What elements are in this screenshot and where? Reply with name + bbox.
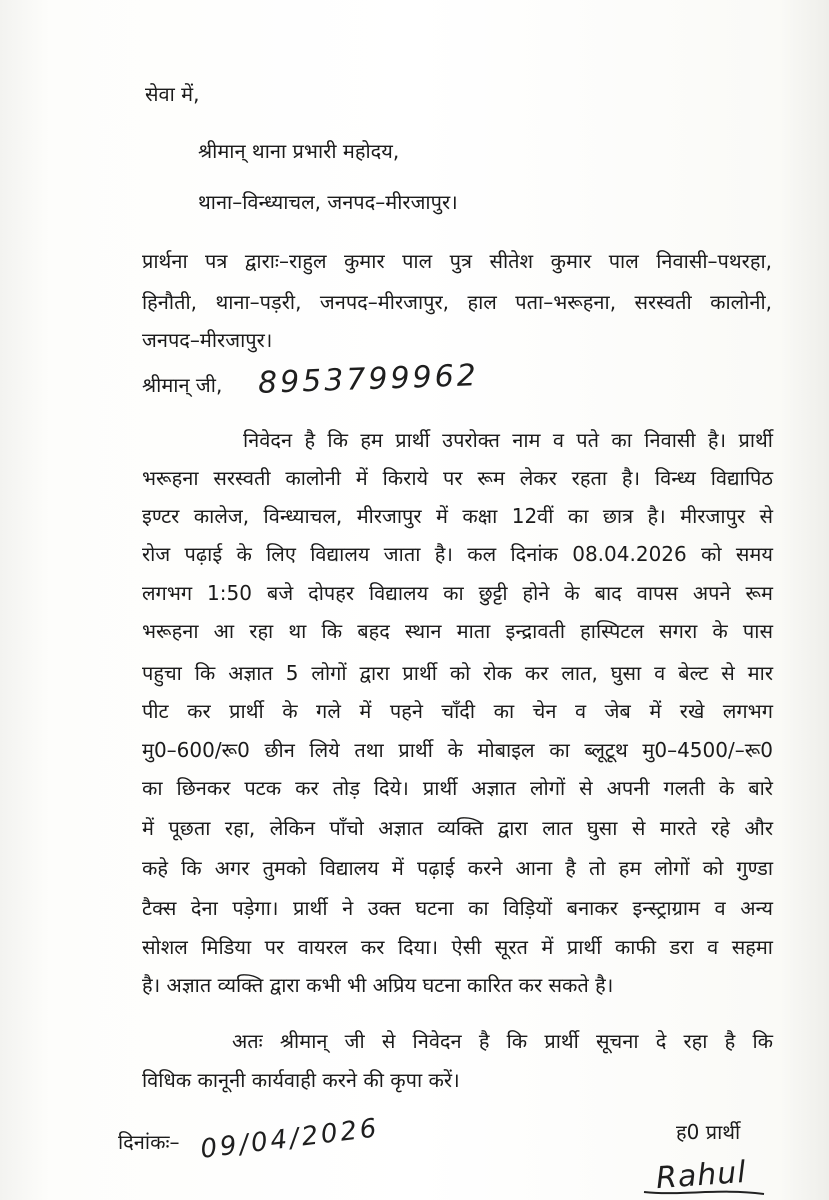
body-line: निवेदन है कि हम प्रार्थी उपरोक्त नाम व पते का निवासी है। प्रार्थी [243,428,773,452]
handwritten-phone-number: 8953799962 [257,358,480,401]
application-line: हिनौती, थाना–पड़री, जनपद–मीरजापुर, हाल पता–भरूहना, सरस्वती कालोनी, [142,290,772,314]
body-line: पहुचा कि अज्ञात 5 लोगों द्वारा प्रार्थी को रोक कर लात, घुसा व बेल्ट से मार [142,661,773,685]
body-line: टैक्स देना पड़ेगा। प्रार्थी ने उक्त घटना का विड़ियों बनाकर इन्स्ट्राग्राम व अन्य [142,896,773,920]
body-line: का छिनकर पटक कर तोड़ दिये। प्रार्थी अज्ञात लोगों से अपनी गलती के बारे [142,776,773,800]
greeting: श्रीमान् जी, [142,373,223,397]
salutation-to: सेवा में, [145,82,200,106]
body-line: पीट कर प्रार्थी के गले में पहने चाँदी का चेन व जेब में रखे लगभग [142,699,773,723]
body-line: इण्टर कालेज, विन्ध्याचल, मीरजापुर में कक्षा 12वीं का छात्र है। मीरजापुर से [142,504,773,528]
closing-line: विधिक कानूनी कार्यवाही करने की कृपा करें। [142,1068,460,1092]
addressee-line-2: थाना–विन्ध्याचल, जनपद–मीरजापुर। [198,190,458,214]
body-line: मु0–600/रू0 छीन लिये तथा प्रार्थी के मोबाइल का ब्लूटूथ मु0–4500/–रू0 [142,738,773,762]
body-line: सोशल मिडिया पर वायरल कर दिया। ऐसी सूरत में प्रार्थी काफी डरा व सहमा [142,935,773,959]
addressee-line-1: श्रीमान् थाना प्रभारी महोदय, [198,139,400,163]
body-line: भरूहना सरस्वती कालोनी में किराये पर रूम लेकर रहता है। विन्ध्य विद्यापिठ [142,466,773,490]
body-line: कहे कि अगर तुमको विद्यालय में पढ़ाई करने आना है तो हम लोगों को गुण्डा [142,856,773,880]
application-line: प्रार्थना पत्र द्वाराः–राहुल कुमार पाल पुत्र सीतेश कुमार पाल निवासी–पथरहा, [142,249,772,273]
body-line: भरूहना आ रहा था कि बहद स्थान माता इन्द्रावती हास्पिटल सगरा के पास [142,619,773,643]
handwritten-signature: Rahul [654,1154,748,1197]
application-line: जनपद–मीरजापुर। [142,328,273,352]
handwritten-date: 09/04/2026 [198,1113,382,1165]
body-line: में पूछता रहा, लेकिन पाँचो अज्ञात व्यक्ति द्वारा लात घुसा से मारते रहे और [142,816,773,840]
signature-underline [640,1186,770,1200]
closing-line: अतः श्रीमान् जी से निवेदन है कि प्रार्थी सूचना दे रहा है कि [232,1029,773,1053]
body-line: है। अज्ञात व्यक्ति द्वारा कभी भी अप्रिय घटना कारित कर सकते है। [142,973,614,997]
signed-label: ह0 प्रार्थी [676,1120,741,1144]
body-line: रोज पढ़ाई के लिए विद्यालय जाता है। कल दिनांक 08.04.2026 को समय [142,542,773,566]
date-label: दिनांकः– [118,1130,180,1154]
body-line: लगभग 1:50 बजे दोपहर विद्यालय का छुट्टी होने के बाद वापस अपने रूम [142,581,773,605]
